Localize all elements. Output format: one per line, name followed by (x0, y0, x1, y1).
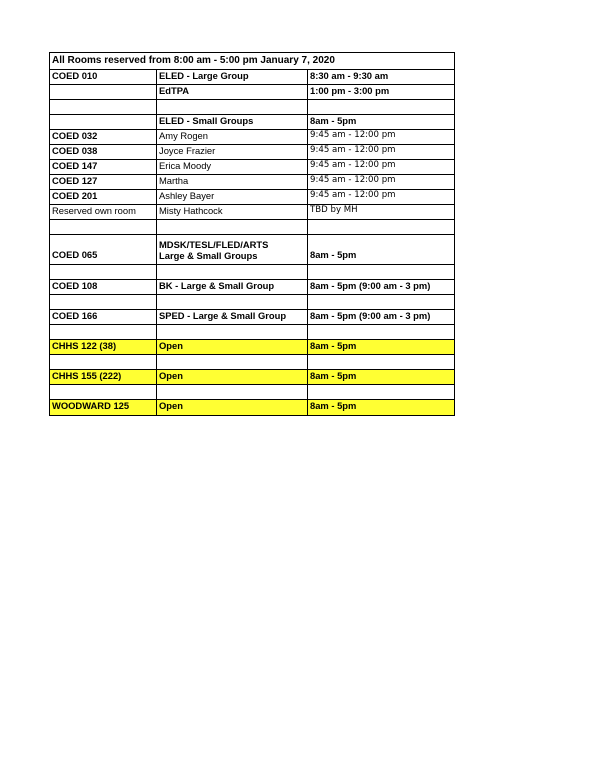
room-cell: COED 166 (50, 310, 157, 324)
room-cell: CHHS 155 (222) (50, 370, 157, 384)
table-row (50, 355, 454, 370)
group-cell (157, 295, 308, 309)
room-cell: Reserved own room (50, 205, 157, 219)
time-cell: 9:45 am - 12:00 pm (310, 130, 396, 140)
room-cell: COED 065 (50, 235, 157, 264)
group-cell (157, 325, 308, 339)
time-cell: 8am - 5pm (9:00 am - 3 pm) (310, 310, 431, 321)
table-row (50, 220, 454, 235)
table-row (50, 115, 454, 130)
room-cell: COED 010 (50, 70, 157, 84)
table-row (50, 175, 454, 190)
room-cell: WOODWARD 125 (50, 400, 157, 415)
room-cell (50, 100, 157, 114)
table-row-highlighted (50, 340, 454, 355)
table-row (50, 100, 454, 115)
group-cell: ELED - Large Group (157, 70, 308, 84)
room-cell (50, 325, 157, 339)
room-cell: COED 127 (50, 175, 157, 189)
time-cell (308, 325, 454, 339)
status-cell: Open (157, 340, 308, 354)
person-cell: Martha (157, 175, 308, 189)
person-cell: Joyce Frazier (157, 145, 308, 159)
table-row (50, 310, 454, 325)
room-cell (50, 220, 157, 234)
table-row (50, 145, 454, 160)
group-cell (157, 385, 308, 399)
table-row (50, 235, 454, 265)
table-row-highlighted (50, 370, 454, 385)
time-cell (308, 295, 454, 309)
room-cell (50, 265, 157, 279)
group-line-1: MDSK/TESL/FLED/ARTS (159, 238, 269, 250)
status-cell: Open (157, 370, 308, 384)
time-cell: 9:45 am - 12:00 pm (310, 160, 396, 170)
table-row (50, 385, 454, 400)
table-row (50, 85, 454, 100)
room-cell: COED 201 (50, 190, 157, 204)
table-row (50, 130, 454, 145)
room-cell: COED 038 (50, 145, 157, 159)
room-cell: CHHS 122 (38) (50, 340, 157, 354)
time-cell: 9:45 am - 12:00 pm (310, 145, 396, 155)
table-row-highlighted (50, 400, 454, 415)
room-cell (50, 295, 157, 309)
table-row (50, 265, 454, 280)
table-title: All Rooms reserved from 8:00 am - 5:00 pm January 7, 2020 (50, 53, 454, 70)
time-cell (308, 385, 454, 399)
table-row (50, 160, 454, 175)
time-cell: 9:45 am - 12:00 pm (310, 175, 396, 185)
time-cell: 8:30 am - 9:30 am (310, 70, 389, 81)
person-cell: Amy Rogen (157, 130, 308, 144)
group-cell: EdTPA (157, 85, 308, 99)
time-cell: TBD by MH (310, 205, 358, 215)
time-cell (308, 265, 454, 279)
room-cell (50, 85, 157, 99)
person-cell: Misty Hathcock (157, 205, 308, 219)
room-cell (50, 385, 157, 399)
time-cell: 8am - 5pm (9:00 am - 3 pm) (310, 280, 431, 291)
table-row (50, 280, 454, 295)
time-cell: 8am - 5pm (310, 115, 357, 126)
room-cell (50, 115, 157, 129)
table-row (50, 205, 454, 220)
group-line-2: Large & Small Groups (159, 249, 258, 261)
group-cell: BK - Large & Small Group (157, 280, 308, 294)
person-cell: Ashley Bayer (157, 190, 308, 204)
group-cell (157, 100, 308, 114)
time-cell: 8am - 5pm (310, 249, 357, 260)
time-cell: 9:45 am - 12:00 pm (310, 190, 396, 200)
table-row (50, 325, 454, 340)
group-cell (157, 220, 308, 234)
time-cell: 8am - 5pm (310, 400, 357, 411)
room-cell (50, 355, 157, 369)
table-row (50, 190, 454, 205)
status-cell: Open (157, 400, 308, 415)
time-cell: 1:00 pm - 3:00 pm (310, 85, 390, 96)
group-cell (157, 355, 308, 369)
time-cell (308, 220, 454, 234)
room-cell: COED 147 (50, 160, 157, 174)
time-cell: 8am - 5pm (310, 340, 357, 351)
group-cell (157, 235, 308, 264)
group-cell: SPED - Large & Small Group (157, 310, 308, 324)
room-cell: COED 032 (50, 130, 157, 144)
group-cell (157, 265, 308, 279)
table-row (50, 295, 454, 310)
group-cell: ELED - Small Groups (157, 115, 308, 129)
room-cell: COED 108 (50, 280, 157, 294)
time-cell (308, 355, 454, 369)
table-row (50, 70, 454, 85)
person-cell: Erica Moody (157, 160, 308, 174)
time-cell: 8am - 5pm (310, 370, 357, 381)
time-cell (308, 100, 454, 114)
room-reservation-table (49, 52, 455, 416)
